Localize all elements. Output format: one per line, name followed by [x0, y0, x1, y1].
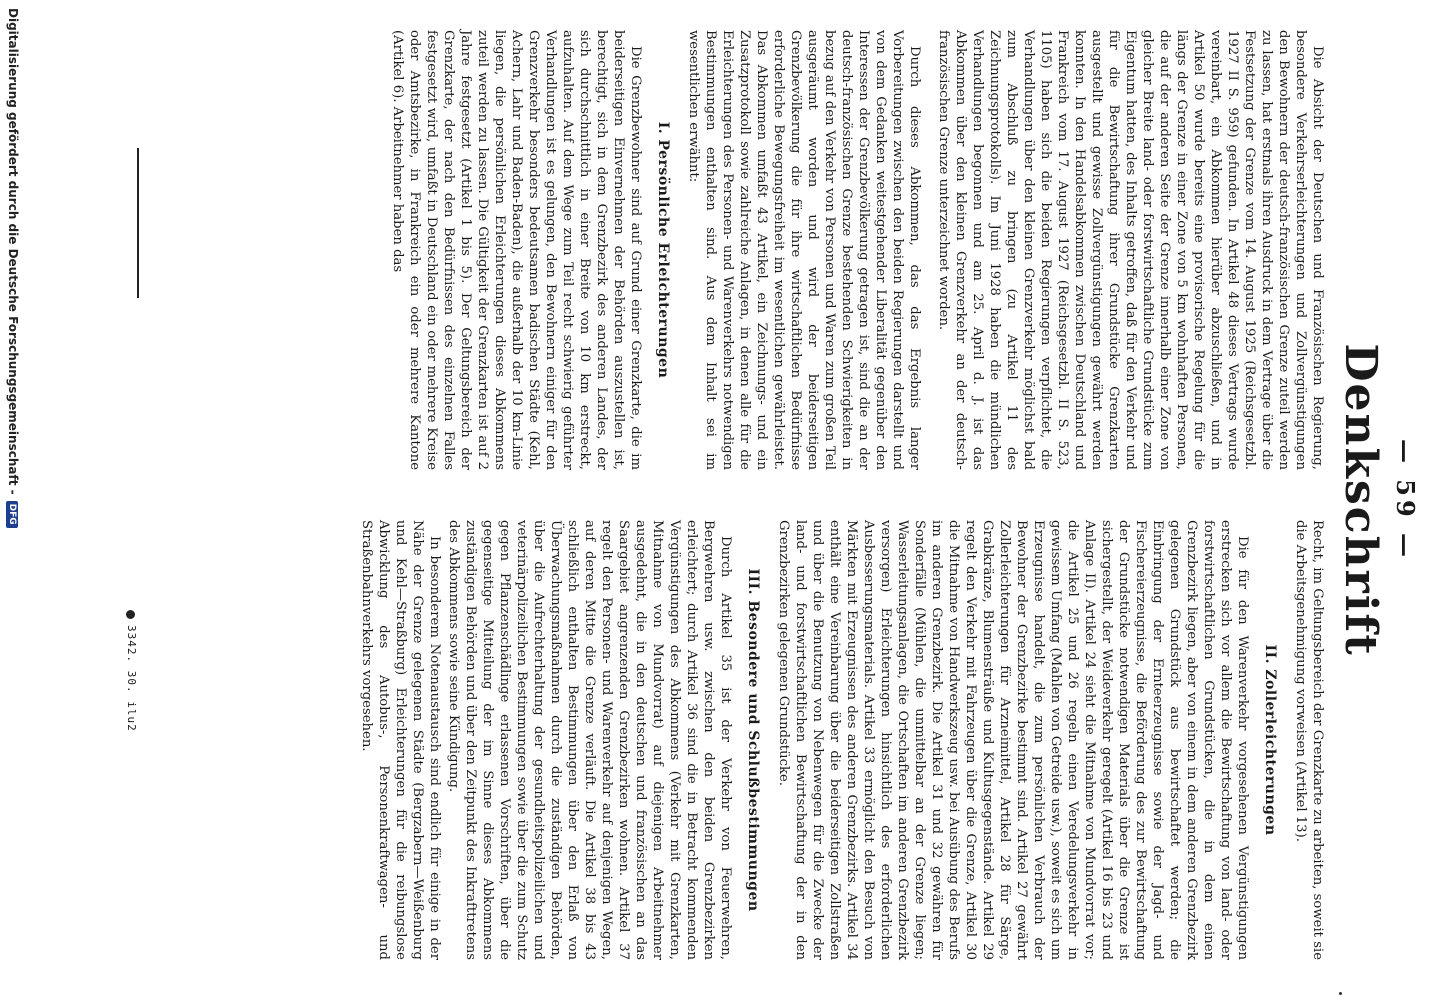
dfg-logo: DFG [7, 501, 19, 528]
column-divider-rule [137, 148, 139, 298]
print-code-text: 3342. 30. ilu2 [125, 625, 138, 732]
left-column [389, 30, 1326, 470]
intro-paragraph-2: Durch dieses Abkommen, das das Ergebnis langer Vorbereitungen zwischen den beiden Regierungen darstellt und von dem Gedanken weitestgehender Liberalität gegenüber den Interessen der Grenzbevölkerung getragen ist, sind die an der deutsch-französischen Grenze bestehenden Schwierigkeiten in bezug auf den Verkehr von Personen und Waren zum großen Teil ausgeräumt worden und wird der beiderseitigen Grenzbevölkerung die für ihre wirtschaftlichen Bedürfnisse erforderliche Bewegungsfreiheit im wesentlichen gewährleistet. Das Abkommen umfaßt 43 Artikel, ein Zeichnungs- und ein Zusatzprotokoll sowie zahlreiche Anlagen, in denen alle für die Erleichterungen des Personen- und Warenverkehrs notwendigen Bestimmungen enthalten sind. Aus dem Inhalt sei im wesentlichen erwähnt: [686, 30, 922, 470]
credit-text: Digitalisierung gefördert durch die Deutsche Forschungsgemeinschaft - [6, 8, 20, 495]
page-number: — 59 — [1391, 438, 1420, 562]
section-heading-customs: II. Zollerleichterungen [1262, 644, 1278, 836]
print-code [125, 610, 138, 732]
bullet-icon [127, 610, 136, 619]
page-title: Denkschrift [1335, 343, 1386, 657]
section-personal-text: Die Grenzbewohner sind auf Grund einer Grenzkarte, die im beiderseitigen Einvernehmen der Behörden auszustellen ist, berechtigt, sich in dem Grenzbezirk des anderen Landes, der sich durchschnittlich in einer Breite von 10 km erstreckt, aufzuhalten. Auf dem Wege zum Teil recht schwierig geführter Verhandlungen ist es gelungen, den Bewohnern einiger für den Grenzverkehr besonders bedeutsamen badischen Städte (Kehl, Achern, Lahr und Baden-Baden), die außerhalb der 10 km-Linie liegen, die persönlichen Erleichterungen dieses Abkommens zuteil werden zu lassen. Die Gültigkeit der Grenzkarten ist auf 2 Jahre festgesetzt (Artikel 1 bis 5). Der Geltungsbereich der Grenzkarte, der nach den Bedürfnissen des einzelnen Falles festgesetzt wird, umfaßt in Deutschland ein oder mehrere Kreise oder Amtsbezirke, in Frankreich ein oder mehrere Kantone (Artikel 6). Arbeitnehmer haben das [390, 30, 643, 470]
section-final-text-2: In besonderem Notenaustausch sind endlich für einige in der Nähe der Grenze gelegenen Städte (Bergzabern—Weißenburg und Kehl—Straßburg) Erleichterungen für die reibungslose Abwicklung des Autobus-, Personenkraftwagen- und Straßenbahnverkehrs vorgesehen. [359, 520, 442, 960]
digitization-credit [0, 0, 20, 1000]
section-customs-text: Die für den Warenverkehr vorgesehenen Vergünstigungen erstrecken sich vor allem die Bewirtschaftung von land- oder forstwirtschaftlichen Grundstücken, die in dem einen Grenzbezirk liegen, aber von einem in dem anderen Grenzbezirk gelegenen Grundstück aus bewirtschaftet werden; die Einbringung der Ernteerzeugnisse sowie der Jagd- und Fischereierzeugnisse, die Beförderung des zur Bewirtschaftung der Grundstücke notwendigen Materials über die Grenze ist sichergestellt, der Weideverkehr geregelt (Artikel 16 bis 23 und Anlage II). Artikel 24 sieht die Mitnahme von Mundvorrat vor; die Artikel 25 und 26 regeln einen Veredelungsverkehr in gewissem Umfang (Mahlen von Getreide usw.), soweit es sich um Erzeugnisse handelt, die zum persönlichen Verbrauch der Bewohner der Grenzbezirke bestimmt sind. Artikel 27 gewährt Zollerleichterungen für Arzneimittel, Artikel 28 für Särge, Grabkränze, Blumensträuße und Kultusgegenstände. Artikel 29 regelt den Verkehr mit Fahrzeugen über die Grenze, Artikel 30 die Mitnahme von Handwerkszeug usw. bei Ausübung des Berufs im anderen Grenzbezirk. Die Artikel 31 und 32 gewähren für Sonderfälle (Mühlen, die unmittelbar an der Grenze liegen; Wasserleitungsanlagen, die Ortschaften im anderen Grenzbezirk versorgen) Erleichterungen hinsichtlich des erforderlichen Ausbesserungsmaterials. Artikel 33 ermöglicht den Besuch von Märkten mit Erzeugnissen des anderen Grenzbezirks. Artikel 34 enthält eine Vereinbarung über die beiderseitigen Zollstraßen und über die Benutzung von Nebenwegen für die Zwecke der land- und forstwirtschaftlichen Bewirtschaftung der in den Grenzbezirken gelegenen Grundstücke. [776, 520, 1250, 960]
section-heading-personal: I. Persönliche Erleichterungen [655, 121, 671, 379]
continuation-paragraph: Recht, im Geltungsbereich der Grenzkarte zu arbeiten, soweit sie die Arbeitsgenehmigung vorweisen (Artikel 13). [1293, 520, 1325, 960]
right-column [358, 520, 1326, 960]
intro-paragraph-1: Die Absicht der Deutschen und Französischen Regierung, besondere Verkehrserleichterungen und Zollvergünstigungen den Bewohnern der deutsch-französischen Grenze zuteil werden zu lassen, hat erstmals ihren Ausdruck in dem Vertrage über die Festsetzung der Grenze vom 14. August 1925 (Reichsgesetzbl. 1927 II S. 959) gefunden. In Artikel 48 dieses Vertrags wurde vereinbart, ein Abkommen hierüber abzuschließen, und in Artikel 50 wurde bereits eine provisorische Regelung für die längs der Grenze in einer Zone von 5 km wohnhaften Personen, die auf der anderen Seite der Grenze innerhalb einer Zone von gleicher Breite land- oder forstwirtschaftliche Grundstücke zum Eigentum hatten, des Inhalts getroffen, daß für den Verkehr und für die Bewirtschaftung ihrer Grundstücke Grenzkarten ausgestellt und gewisse Zollvergünstigungen gewährt werden konnten. In den Handelsabkommen zwischen Deutschland und Frankreich vom 17. August 1927 (Reichsgesetzbl. II S. 523, 1105) haben sich die beiden Regierungen verpflichtet, die Verhandlungen über den kleinen Grenzverkehr möglichst bald zum Abschluß zu bringen (zu Artikel 11 des Zeichnungsprotokolls). Im Juni 1928 haben die mündlichen Verhandlungen begonnen und am 25. April d. J. ist das Abkommen über den kleinen Grenzverkehr an der deutsch-französischen Grenze unterzeichnet worden. [936, 30, 1325, 470]
section-final-text-1: Durch Artikel 35 ist der Verkehr von Feuerwehren, Bergwehren usw. zwischen den beiden Grenzbezirken erleichtert; durch Artikel 36 sind die in Betracht kommenden Vergünstigungen des Abkommens (Verkehr mit Grenzkarten, Mitnahme von Mundvorrat) auf diejenigen Arbeitnehmer ausgedehnt, die in den deutschen und französischen an das Saargebiet angrenzenden Grenzbezirken wohnen. Artikel 37 regelt den Personen- und Warenverkehr auf denjenigen Wegen, auf deren Mitte die Grenze verläuft. Die Artikel 38 bis 43 schließlich enthalten Bestimmungen über den Erlaß von Überwachungsmaßnahmen durch die zuständigen Behörden, über die Aufrechterhaltung der gesundheitspolizeilichen und veterinärpolizeilichen Bestimmungen sowie über die zum Schutz gegen Pflanzenschädlinge erlassenen Vorschriften, über die gegenseitige Mitteilung der im Sinne dieses Abkommens zuständigen Behörden und über den Zeitpunkt des Inkrafttretens des Abkommens sowie seine Kündigung. [446, 520, 733, 960]
section-heading-final: III. Besondere und Schlußbestimmungen [745, 568, 761, 912]
